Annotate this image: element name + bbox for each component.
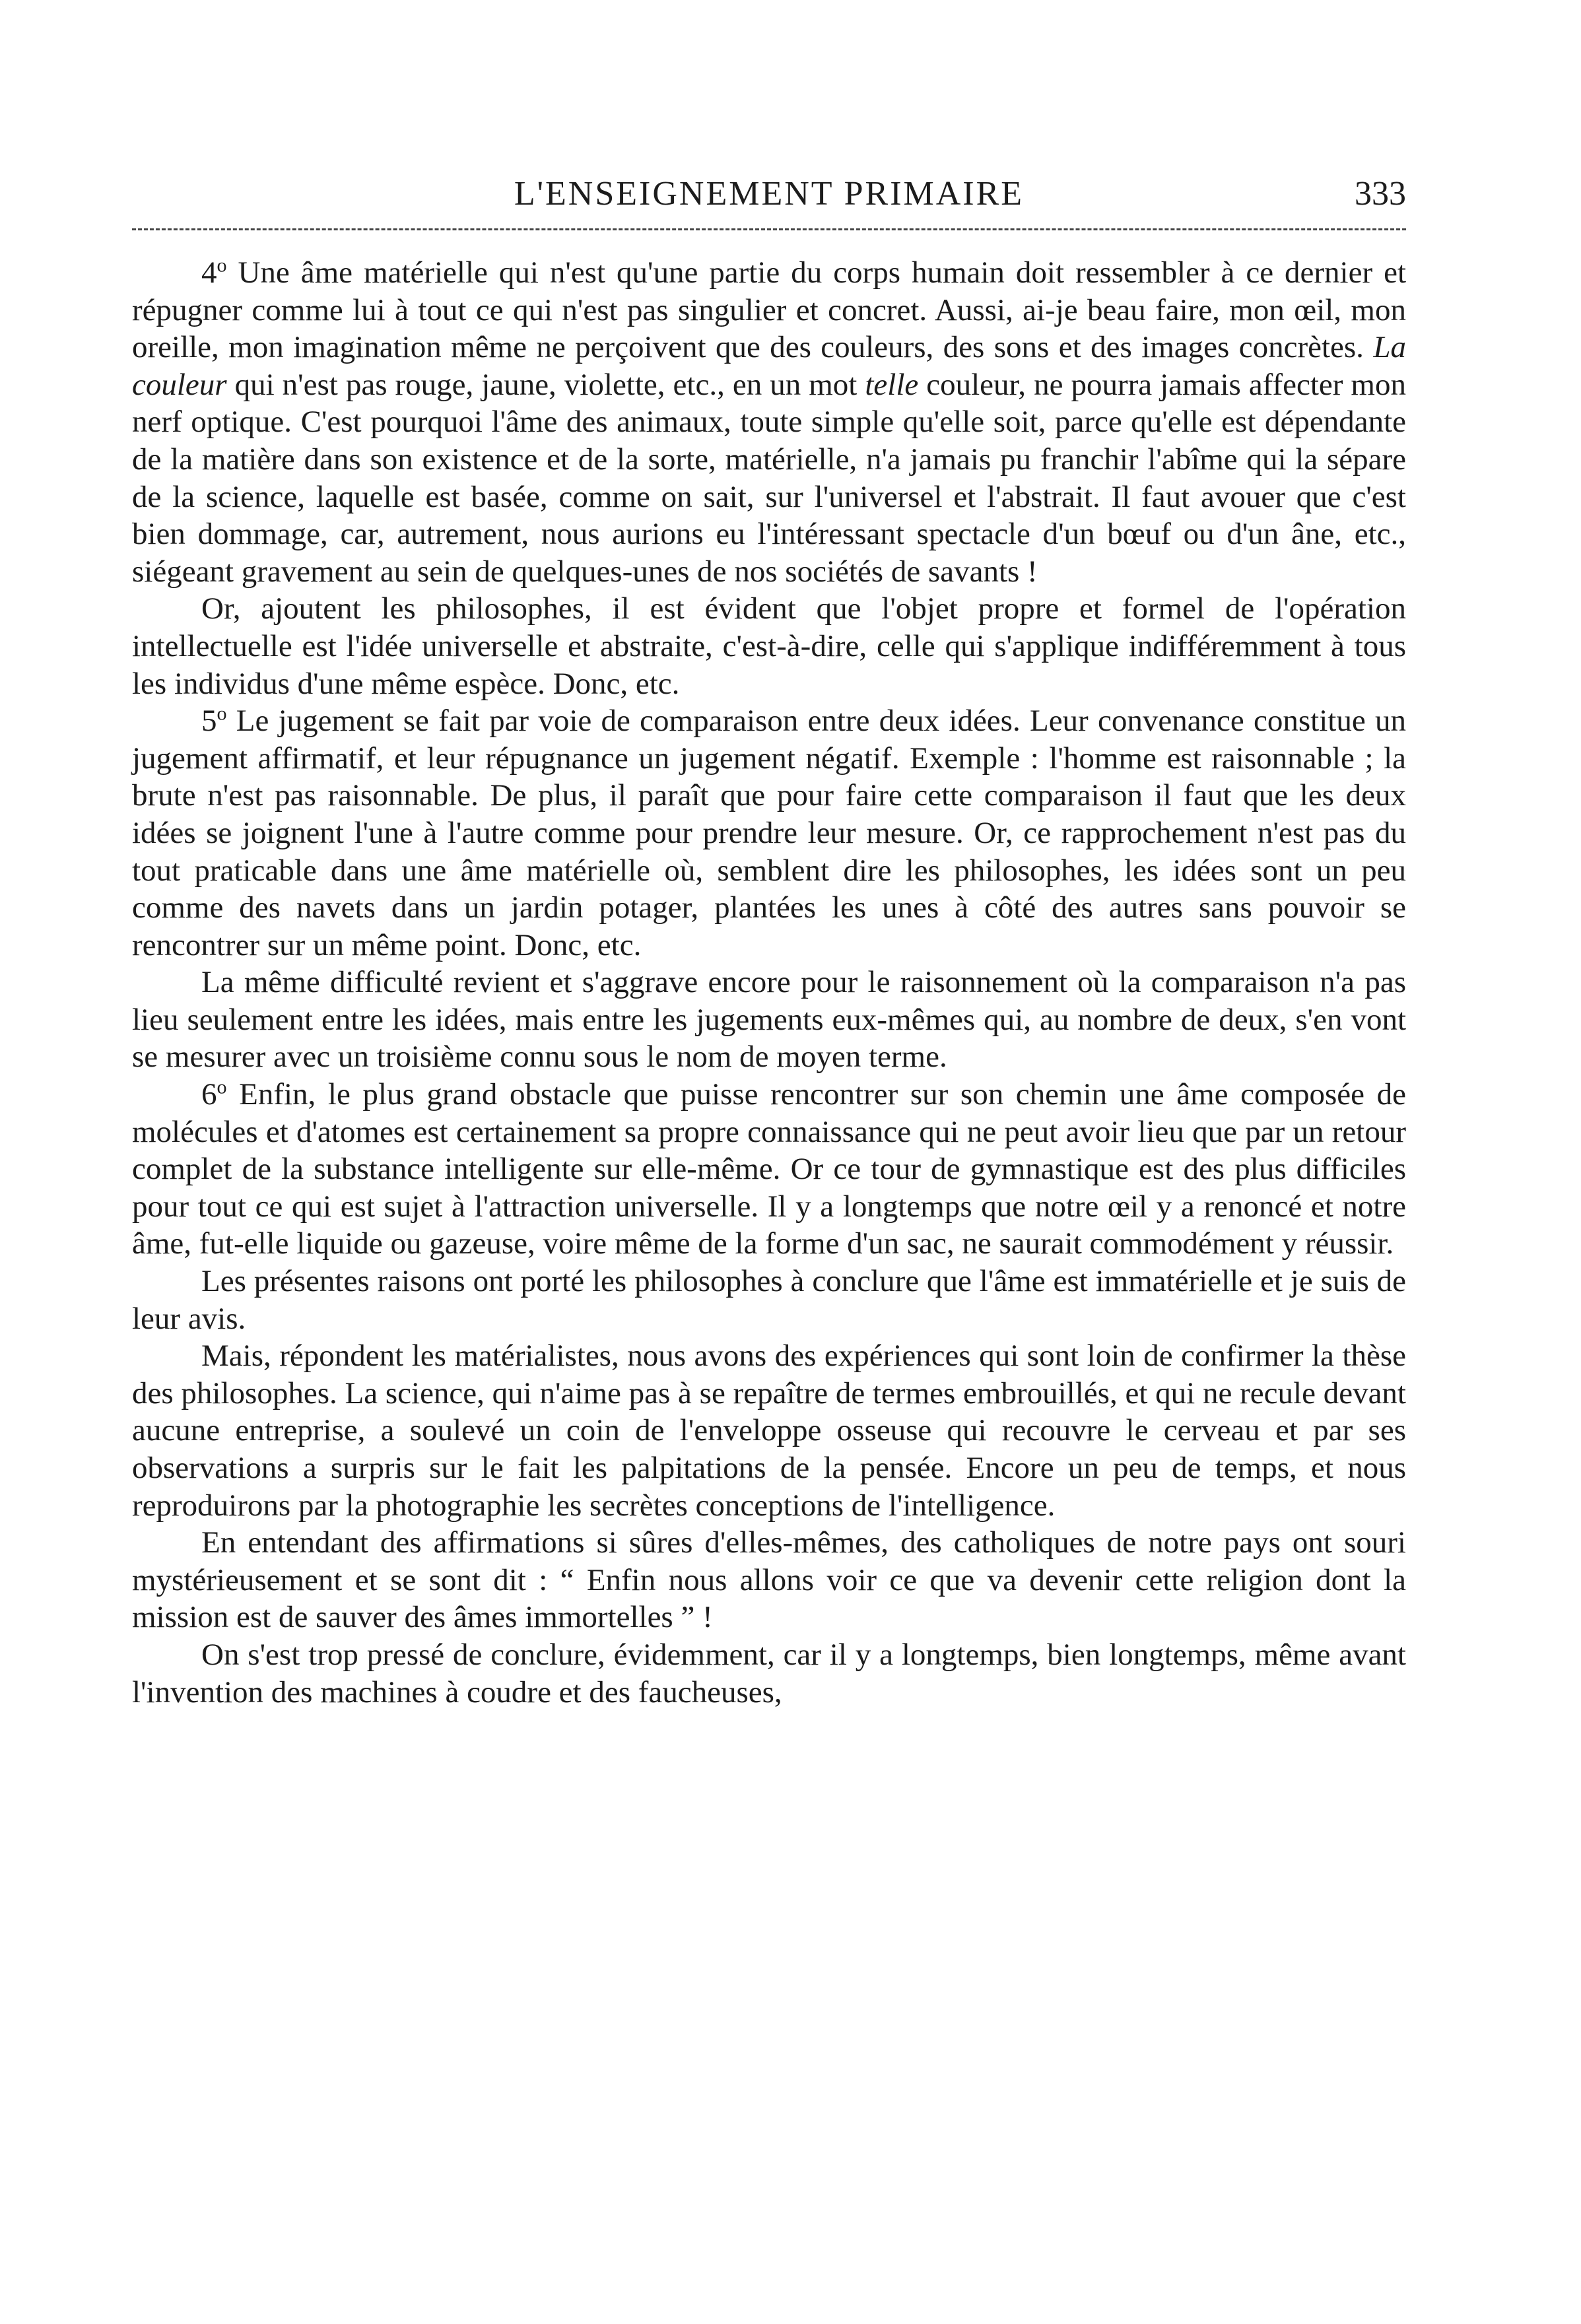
ordinal-mark: o <box>217 1076 227 1098</box>
paragraph-text: Le jugement se fait par voie de comparaison entre deux idées. Leur convenance constitue un jugement affirmatif, et leur répugnance un jugement négatif. Exemple : l'homme est raisonnable ; la brute n'est pas raisonnable. De plus, il paraît que pour faire cette comparaison il faut que les deux idées se joignent l'une à l'autre comme pour prendre leur mesure. Or, ce rapprochement n'est pas du tout praticable dans une âme matérielle où, semblent dire les philosophes, les idées sont un peu comme des navets dans un jardin potager, plantées les unes à côté des autres sans pouvoir se rencontrer sur un même point. Donc, etc. <box>132 704 1406 962</box>
paragraph <box>132 1524 1406 1636</box>
page-header <box>132 165 1406 218</box>
paragraph <box>132 1636 1406 1711</box>
page <box>132 165 1406 1711</box>
header-rule <box>132 228 1406 230</box>
body-text <box>132 254 1406 1711</box>
paragraph-text: La même difficulté revient et s'aggrave encore pour le raisonnement où la comparaison n'a pas lieu seulement entre les idées, mais entre les jugements eux-mêmes qui, au nombre de deux, s'en vont se mesurer avec un troisième connu sous le nom de moyen terme. <box>132 965 1406 1075</box>
italic-phrase: La couleur <box>132 330 1406 402</box>
item-number: 5 <box>201 704 217 739</box>
paragraph-text: qui n'est pas rouge, jaune, violette, etc., en un mot <box>226 367 865 402</box>
paragraph-text: On s'est trop pressé de conclure, évidemment, car il y a longtemps, bien longtemps, même avant l'invention des machines à coudre et des faucheuses, <box>132 1637 1406 1710</box>
page-number: 333 <box>1355 175 1406 213</box>
running-title: L'ENSEIGNEMENT PRIMAIRE <box>514 175 1025 213</box>
ordinal-mark: o <box>217 702 227 725</box>
paragraph-point-5 <box>132 702 1406 964</box>
italic-word: telle <box>865 367 919 402</box>
paragraph-point-6 <box>132 1076 1406 1263</box>
paragraph <box>132 1337 1406 1524</box>
item-number: 6 <box>201 1077 217 1112</box>
paragraph <box>132 590 1406 702</box>
paragraph <box>132 964 1406 1076</box>
paragraph <box>132 1263 1406 1337</box>
paragraph-text: Or, ajoutent les philosophes, il est évident que l'objet propre et formel de l'opération intellectuelle est l'idée universelle et abstraite, c'est-à-dire, celle qui s'applique indifféremment à tous les individus d'une même espèce. Donc, etc. <box>132 591 1406 701</box>
paragraph-text: En entendant des affirmations si sûres d'elles-mêmes, des catholiques de notre pays ont souri mystérieusement et se sont dit : “ Enfin nous allons voir ce que va devenir cette religion dont la mission est de sauver des âmes immortelles ” ! <box>132 1525 1406 1635</box>
paragraph-point-4 <box>132 254 1406 590</box>
paragraph-text: Les présentes raisons ont porté les philosophes à conclure que l'âme est immatérielle et je suis de leur avis. <box>132 1264 1406 1336</box>
paragraph-text: Enfin, le plus grand obstacle que puisse rencontrer sur son chemin une âme composée de molécules et d'atomes est certainement sa propre connaissance qui ne peut avoir lieu que par un retour complet de la substance intelligente sur elle-même. Or ce tour de gymnastique est des plus difficiles pour tout ce qui est sujet à l'attraction universelle. Il y a longtemps que notre œil y a renoncé et notre âme, fut-elle liquide ou gazeuse, voire même de la forme d'un sac, ne saurait commodément y réussir. <box>132 1077 1406 1261</box>
paragraph-text: Mais, répondent les matérialistes, nous avons des expériences qui sont loin de confirmer la thèse des philosophes. La science, qui n'aime pas à se repaître de termes embrouillés, et qui ne recule devant aucune entreprise, a soulevé un coin de l'enveloppe osseuse qui recouvre le cerveau et par ses observations a surpris sur le fait les palpitations de la pensée. Encore un peu de temps, et nous reproduirons par la photographie les secrètes conceptions de l'intelligence. <box>132 1339 1406 1523</box>
ordinal-mark: o <box>217 254 227 277</box>
paragraph-text: couleur, ne pourra jamais affecter mon nerf optique. C'est pourquoi l'âme des animaux, toute simple qu'elle soit, parce qu'elle est dépendante de la matière dans son existence et de la sorte, matérielle, n'a jamais pu franchir l'abîme qui la sépare de la science, laquelle est basée, comme on sait, sur l'universel et l'abstrait. Il faut avouer que c'est bien dommage, car, autrement, nous aurions eu l'intéressant spectacle d'un bœuf ou d'un âne, etc., siégeant gravement au sein de quelques-unes de nos sociétés de savants ! <box>132 367 1406 589</box>
paragraph-text: Une âme matérielle qui n'est qu'une partie du corps humain doit ressembler à ce dernier et répugner comme lui à tout ce qui n'est pas singulier et concret. Aussi, ai-je beau faire, mon œil, mon oreille, mon imagination même ne perçoivent que des couleurs, des sons et des images concrètes. <box>132 255 1406 365</box>
item-number: 4 <box>201 255 217 290</box>
